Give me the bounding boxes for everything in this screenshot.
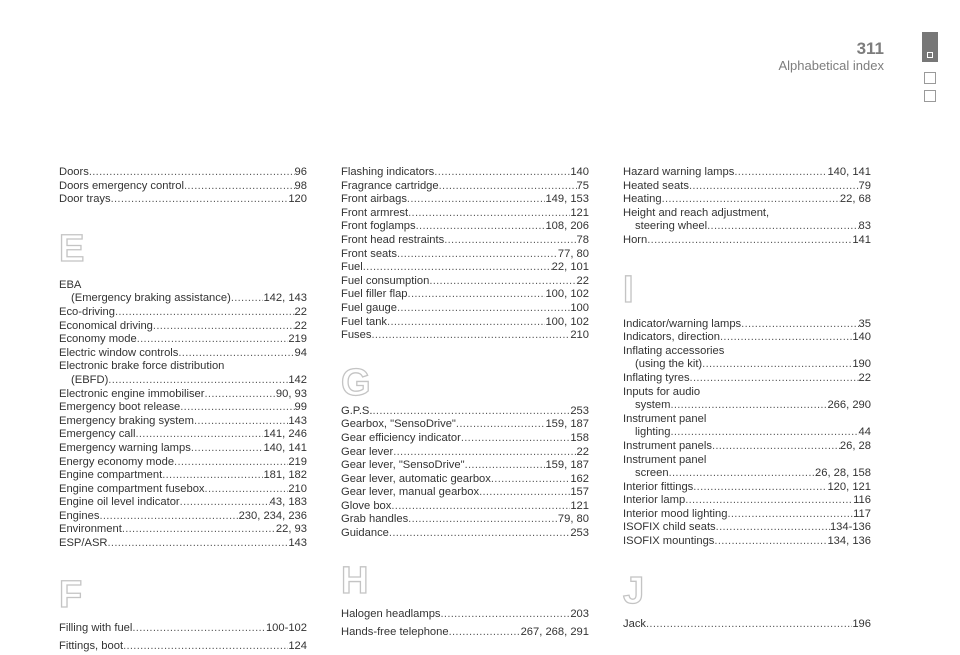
- index-column-3: [623, 166, 871, 633]
- entry-term: Gear lever, automatic gearbox: [341, 472, 491, 485]
- index-entry: [341, 275, 589, 289]
- section-title: Alphabetical index: [778, 58, 884, 73]
- entry-term: Electronic engine immobiliser: [59, 387, 205, 400]
- index-entry: [59, 469, 307, 483]
- index-entry: [59, 483, 307, 497]
- entry-pages: 141, 246: [263, 428, 307, 441]
- entry-pages: 79: [858, 179, 871, 192]
- index-entry: [341, 405, 589, 419]
- entry-term: Emergency braking system: [59, 414, 194, 427]
- entry-term: Jack: [623, 617, 647, 630]
- index-term: Inflating accessories: [623, 344, 725, 357]
- entry-pages: 44: [858, 426, 871, 439]
- entry-pages: 22, 93: [275, 523, 307, 536]
- entry-term: Hazard warning lamps: [623, 166, 735, 178]
- entry-term: ISOFIX mountings: [623, 535, 715, 548]
- entry-term: Fuel tank: [341, 315, 388, 328]
- entry-term: Horn: [623, 233, 648, 246]
- entry-term: Heating: [623, 193, 662, 206]
- entry-term: Energy economy mode: [59, 455, 175, 468]
- index-entry: [59, 442, 307, 456]
- index-entry: [623, 193, 871, 207]
- index-entry: [341, 329, 589, 343]
- letter-heading-f: F: [59, 573, 83, 616]
- entry-pages: 159, 187: [545, 459, 589, 472]
- entry-pages: 230, 234, 236: [238, 509, 307, 522]
- index-term: Electronic brake force distribution: [59, 360, 225, 373]
- entry-pages: 120, 121: [827, 480, 871, 493]
- entry-term: Engine compartment fusebox: [59, 482, 205, 495]
- entry-group: [59, 388, 307, 551]
- index-entry: [59, 415, 307, 429]
- index-entry: [341, 432, 589, 446]
- entry-group: [623, 166, 871, 207]
- index-entry: [341, 180, 589, 194]
- entry-term: Instrument panels: [623, 439, 712, 452]
- entry-group: [341, 405, 589, 541]
- entry-term: Electric window controls: [59, 346, 179, 359]
- entry-term: Guidance: [341, 527, 389, 540]
- entry-pages: 22, 101: [551, 261, 589, 274]
- entry-term: Fittings, boot: [59, 639, 124, 652]
- entry-pages: 100, 102: [545, 288, 589, 301]
- index-entry: [341, 288, 589, 302]
- entry-term: Engines: [59, 509, 100, 522]
- entry-term: Fuses: [341, 329, 372, 342]
- index-entry: [59, 166, 307, 180]
- entry-pages: 35: [858, 317, 871, 330]
- letter-heading-i: I: [623, 268, 634, 311]
- index-entry: [341, 527, 589, 541]
- index-entry: [623, 440, 871, 454]
- entry-pages: 219: [288, 455, 307, 468]
- index-entry: [59, 333, 307, 347]
- index-entry: [341, 459, 589, 473]
- entry-term: ISOFIX child seats: [623, 521, 716, 534]
- index-term: Instrument panel: [623, 412, 707, 425]
- index-entry: [623, 467, 871, 481]
- entry-pages: 22: [294, 305, 307, 318]
- index-entry: [341, 500, 589, 514]
- entry-pages: 159, 187: [545, 418, 589, 431]
- index-entry: [341, 486, 589, 500]
- entry-pages: 79, 80: [557, 513, 589, 526]
- entry-pages: 253: [570, 527, 589, 540]
- entry-term: Fuel consumption: [341, 274, 430, 287]
- entry-pages: 26, 28, 158: [815, 467, 871, 480]
- index-entry: [341, 446, 589, 460]
- entry-pages: 96: [294, 166, 307, 178]
- index-entry: [341, 248, 589, 262]
- index-entry: [341, 623, 589, 641]
- index-entry: [623, 220, 871, 234]
- entry-pages: 108, 206: [545, 220, 589, 233]
- entry-term: Fuel filler flap: [341, 288, 408, 301]
- letter-heading-j: J: [623, 569, 645, 612]
- index-entry: [623, 372, 871, 386]
- entry-term: Fuel gauge: [341, 301, 397, 314]
- entry-pages: 162: [570, 472, 589, 485]
- entry-term: Interior lamp: [623, 494, 686, 507]
- index-entry: [59, 510, 307, 524]
- entry-term: steering wheel: [635, 220, 708, 233]
- entry-term: Emergency call: [59, 428, 136, 441]
- entry-group: [341, 605, 589, 641]
- index-entry: [623, 494, 871, 508]
- entry-term: Front foglamps: [341, 220, 416, 233]
- entry-pages: 203: [570, 607, 589, 620]
- entry-term: Front airbags: [341, 193, 407, 206]
- entry-term: Indicator/warning lamps: [623, 317, 742, 330]
- entry-pages: 253: [570, 404, 589, 417]
- index-entry: [59, 180, 307, 194]
- page-number: 311: [856, 39, 884, 58]
- index-entry: [341, 261, 589, 275]
- index-entry: [623, 399, 871, 413]
- entry-term: Front head restraints: [341, 233, 445, 246]
- entry-term: Emergency boot release: [59, 401, 181, 414]
- index-entry: [59, 496, 307, 510]
- entry-term: Grab handles: [341, 513, 409, 526]
- index-entry: [59, 456, 307, 470]
- index-entry: [59, 320, 307, 334]
- entry-pages: 100, 102: [545, 315, 589, 328]
- page-header: [778, 40, 884, 73]
- entry-pages: 149, 153: [545, 193, 589, 206]
- entry-term: Engine oil level indicator: [59, 496, 180, 509]
- entry-pages: 143: [288, 537, 307, 550]
- entry-pages: 143: [288, 414, 307, 427]
- entry-term: Gear efficiency indicator: [341, 431, 461, 444]
- entry-term: Gear lever, manual gearbox: [341, 486, 480, 499]
- entry-pages: 142, 143: [263, 292, 307, 305]
- index-entry: [59, 374, 307, 388]
- entry-pages: 120: [288, 193, 307, 206]
- entry-term: Gear lever: [341, 445, 394, 458]
- index-entry: [341, 302, 589, 316]
- index-entry: [623, 426, 871, 440]
- entry-pages: 266, 290: [827, 399, 871, 412]
- entry-group: [623, 615, 871, 633]
- index-entry: [59, 292, 307, 306]
- entry-pages: 157: [570, 486, 589, 499]
- entry-term: Glove box: [341, 499, 392, 512]
- entry-term: ESP/ASR: [59, 537, 108, 550]
- index-entry: [341, 605, 589, 623]
- entry-pages: 190: [852, 358, 871, 371]
- entry-pages: 140: [852, 331, 871, 344]
- entry-pages: 134, 136: [827, 535, 871, 548]
- index-entry: [623, 180, 871, 194]
- section-tab-marker: [922, 32, 938, 62]
- letter-heading-g: G: [341, 361, 371, 404]
- index-entry: [59, 401, 307, 415]
- entry-pages: 121: [570, 499, 589, 512]
- index-entry: [623, 508, 871, 522]
- index-entry: [623, 166, 871, 180]
- entry-term: Door trays: [59, 193, 111, 206]
- index-entry: [623, 358, 871, 372]
- entry-term: Interior fittings: [623, 480, 694, 493]
- entry-term: Engine compartment: [59, 469, 163, 482]
- entry-term: Doors: [59, 166, 89, 178]
- entry-group: [623, 481, 871, 549]
- entry-term: Economical driving: [59, 319, 153, 332]
- section-box-marker: [924, 90, 936, 102]
- index-entry: [59, 428, 307, 442]
- index-term: Height and reach adjustment,: [623, 206, 770, 219]
- entry-pages: 26, 28: [839, 439, 871, 452]
- entry-pages: 210: [570, 329, 589, 342]
- entry-term: screen: [635, 467, 669, 480]
- entry-pages: 98: [294, 179, 307, 192]
- entry-pages: 124: [288, 639, 307, 652]
- entry-pages: 100-102: [265, 621, 307, 634]
- entry-pages: 22: [576, 445, 589, 458]
- index-entry: [341, 234, 589, 248]
- entry-term: Front seats: [341, 247, 397, 260]
- entry-pages: 83: [858, 220, 871, 233]
- entry-pages: 140, 141: [827, 166, 871, 178]
- entry-term: Hands-free telephone: [341, 625, 449, 638]
- index-entry: [59, 523, 307, 537]
- index-term: EBA: [59, 278, 82, 291]
- entry-term: Inflating tyres: [623, 371, 690, 384]
- entry-term: system: [635, 399, 671, 412]
- entry-term: Indicators, direction: [623, 331, 721, 344]
- entry-term: Eco-driving: [59, 305, 115, 318]
- entry-pages: 94: [294, 346, 307, 359]
- section-box-marker: [924, 72, 936, 84]
- entry-pages: 43, 183: [269, 496, 307, 509]
- index-column-1: [59, 166, 307, 655]
- index-entry: [623, 535, 871, 549]
- entry-term: Flashing indicators: [341, 166, 435, 178]
- entry-term: Heated seats: [623, 179, 689, 192]
- entry-pages: 140: [570, 166, 589, 178]
- index-entry: [623, 521, 871, 535]
- entry-pages: 116: [853, 494, 871, 507]
- index-entry: [59, 619, 307, 637]
- entry-term: Front armrest: [341, 206, 409, 219]
- entry-group: [59, 619, 307, 655]
- entry-term: Emergency warning lamps: [59, 441, 191, 454]
- entry-pages: 117: [853, 507, 871, 520]
- index-entry: [341, 316, 589, 330]
- index-entry: [341, 418, 589, 432]
- entry-term: Filling with fuel: [59, 621, 133, 634]
- index-entry: [59, 306, 307, 320]
- entry-pages: 22: [294, 319, 307, 332]
- index-entry: [341, 513, 589, 527]
- letter-heading-e: E: [59, 227, 85, 270]
- entry-term: (using the kit): [635, 358, 703, 371]
- entry-group: [341, 166, 589, 343]
- entry-pages: 90, 93: [275, 387, 307, 400]
- entry-pages: 210: [288, 482, 307, 495]
- entry-pages: 196: [852, 617, 871, 630]
- entry-term: G.P.S.: [341, 404, 373, 417]
- index-entry: [341, 166, 589, 180]
- entry-term: (EBFD): [71, 373, 109, 386]
- index-entry: [341, 207, 589, 221]
- index-term: Instrument panel: [623, 453, 707, 466]
- entry-pages: 22: [576, 274, 589, 287]
- entry-pages: 134-136: [829, 521, 871, 534]
- entry-pages: 141: [852, 233, 871, 246]
- index-entry: [59, 347, 307, 361]
- index-entry: [623, 318, 871, 332]
- letter-heading-h: H: [341, 559, 369, 602]
- entry-pages: 142: [288, 373, 307, 386]
- entry-group: [623, 318, 871, 345]
- index-entry: [341, 220, 589, 234]
- entry-term: Gear lever, "SensoDrive": [341, 459, 465, 472]
- index-entry: [623, 481, 871, 495]
- index-column-2: [341, 166, 589, 641]
- index-entry: [623, 615, 871, 633]
- entry-pages: 140, 141: [263, 441, 307, 454]
- entry-term: Fragrance cartridge: [341, 179, 439, 192]
- entry-group: [59, 306, 307, 360]
- index-entry: [341, 473, 589, 487]
- entry-pages: 22, 68: [839, 193, 871, 206]
- entry-term: Environment: [59, 523, 122, 536]
- index-entry: [59, 388, 307, 402]
- entry-term: Gearbox, "SensoDrive": [341, 418, 456, 431]
- index-entry: [59, 537, 307, 551]
- entry-pages: 75: [576, 179, 589, 192]
- index-entry: [623, 331, 871, 345]
- entry-term: lighting: [635, 426, 671, 439]
- entry-term: (Emergency braking assistance): [71, 292, 231, 305]
- entry-pages: 77, 80: [557, 247, 589, 260]
- entry-group: [59, 166, 307, 207]
- entry-pages: 181, 182: [263, 469, 307, 482]
- entry-term: Interior mood lighting: [623, 507, 728, 520]
- index-entry: [59, 193, 307, 207]
- entry-pages: 267, 268, 291: [520, 625, 589, 638]
- index-entry: [623, 234, 871, 248]
- index-entry: [59, 637, 307, 655]
- entry-pages: 22: [858, 371, 871, 384]
- entry-pages: 100: [570, 301, 589, 314]
- entry-term: Economy mode: [59, 333, 137, 346]
- entry-term: Fuel: [341, 261, 363, 274]
- entry-pages: 158: [570, 431, 589, 444]
- entry-pages: 99: [294, 401, 307, 414]
- entry-term: Halogen headlamps: [341, 607, 441, 620]
- entry-group: [623, 234, 871, 248]
- index-entry: [341, 193, 589, 207]
- entry-term: Doors emergency control: [59, 179, 184, 192]
- entry-pages: 78: [576, 233, 589, 246]
- entry-pages: 121: [570, 206, 589, 219]
- index-term: Inputs for audio: [623, 385, 701, 398]
- entry-pages: 219: [288, 333, 307, 346]
